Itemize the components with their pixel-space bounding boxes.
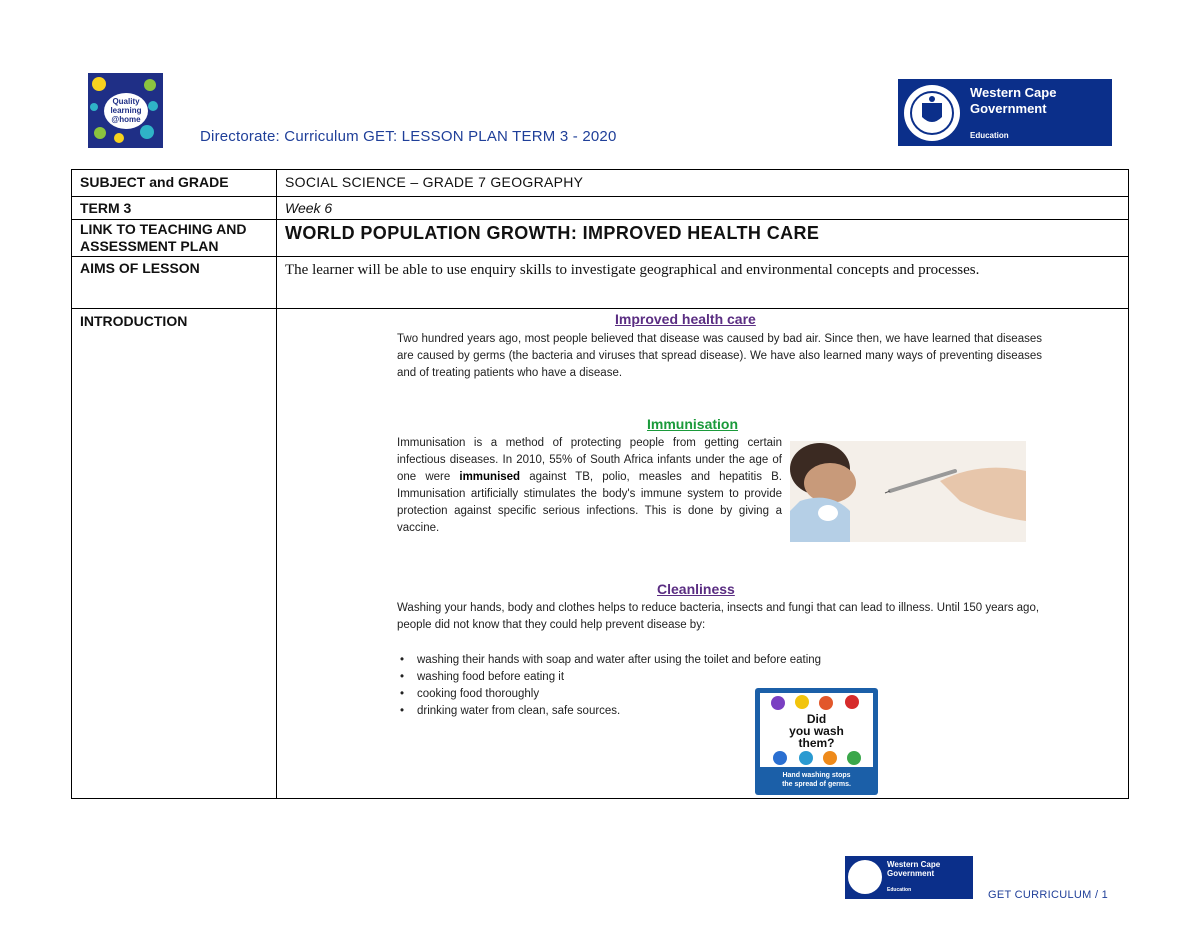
table-row	[72, 309, 1129, 799]
footer-logo-line1: Western Cape	[887, 860, 941, 869]
page-label: GET CURRICULUM / 1	[988, 889, 1109, 901]
list-item: • washing food before eating it	[397, 669, 1017, 686]
lesson-plan-table	[71, 169, 1129, 799]
paragraph-health-care: Two hundred years ago, most people believed that disease was caused by bad air. Since then, we have learned that diseases are caused by germs (the bacteria and viruses that spread disease). We have also learned many ways of preventing diseases and of treating patients who have a disease.	[397, 333, 1042, 379]
logo-line2: Government	[970, 101, 1047, 116]
list-item: • cooking food thoroughly	[397, 686, 1017, 703]
coat-of-arms-icon	[904, 85, 960, 141]
row-label: TERM 3	[72, 197, 277, 220]
table-row	[72, 257, 1129, 309]
directorate-title: Directorate: Curriculum GET: LESSON PLAN TERM 3 - 2020	[200, 128, 617, 145]
logo-line1: Western Cape	[970, 85, 1057, 100]
immunisation-text-b: against TB, polio, measles and hepatitis B. Immunisation artificially stimulates the body's immune system to provide protection against specific serious infections. This is done by giving a vaccine.	[397, 471, 782, 534]
subject-value: SOCIAL SCIENCE – GRADE 7 GEOGRAPHY	[285, 174, 584, 190]
week-value: Week 6	[285, 200, 333, 216]
footer-logo-line2: Government	[887, 869, 935, 878]
table-row	[72, 197, 1129, 220]
list-item: • drinking water from clean, safe sources.	[397, 703, 1017, 720]
poster-line1: Did	[806, 712, 827, 726]
row-label: AIMS OF LESSON	[72, 257, 277, 309]
immunisation-text-a: Immunisation is a method of protecting people from getting certain infectious diseases. In 2010, 55% of South Africa infants under the age of one were	[397, 437, 782, 483]
list-item: • washing their hands with soap and water after using the toilet and before eating	[397, 652, 1017, 669]
table-row	[72, 170, 1129, 197]
western-cape-government-logo	[898, 79, 1112, 146]
paragraph-immunisation	[397, 435, 782, 537]
row-label: LINK TO TEACHING AND ASSESSMENT PLAN	[72, 220, 277, 257]
footer-logo-dept: Education	[887, 887, 912, 893]
poster-line3: them?	[798, 736, 835, 750]
poster-line2: you wash	[789, 724, 844, 738]
heading-cleanliness: Cleanliness	[657, 581, 735, 597]
logo-dept: Education	[970, 131, 1009, 140]
row-value	[277, 170, 1129, 197]
colored-hands-icon	[760, 693, 873, 713]
row-value	[277, 197, 1129, 220]
paragraph-cleanliness: Washing your hands, body and clothes helps to reduce bacteria, insects and fungi that can lead to illness. Until 150 years ago, people did not know that they could help prevent disease by:	[397, 602, 1040, 631]
logo-text: Quality learning @home	[104, 93, 148, 129]
hand-washing-poster	[755, 688, 878, 795]
coat-of-arms-icon	[848, 860, 882, 894]
quality-learning-logo	[88, 73, 163, 148]
immunised-term: immunised	[459, 471, 521, 483]
aims-value: The learner will be able to use enquiry skills to investigate geographical and environmental concepts and processes.	[285, 262, 980, 278]
prevention-list	[397, 652, 1017, 720]
row-label: SUBJECT and GRADE	[72, 170, 277, 197]
heading-improved-health-care: Improved health care	[615, 311, 756, 327]
row-value	[277, 220, 1129, 257]
vaccination-photo	[790, 441, 1026, 542]
row-value	[277, 257, 1129, 309]
heading-immunisation: Immunisation	[647, 416, 739, 432]
poster-bottom2: the spread of germs.	[782, 781, 851, 788]
introduction-cell	[277, 309, 1129, 799]
footer-logo	[845, 856, 973, 899]
colored-hands-icon	[760, 749, 873, 767]
poster-bottom1: Hand washing stops	[782, 772, 851, 779]
row-label: INTRODUCTION	[72, 309, 277, 799]
introduction-content	[397, 311, 1065, 798]
lesson-title: WORLD POPULATION GROWTH: IMPROVED HEALTH CARE	[285, 223, 820, 243]
table-row	[72, 220, 1129, 257]
